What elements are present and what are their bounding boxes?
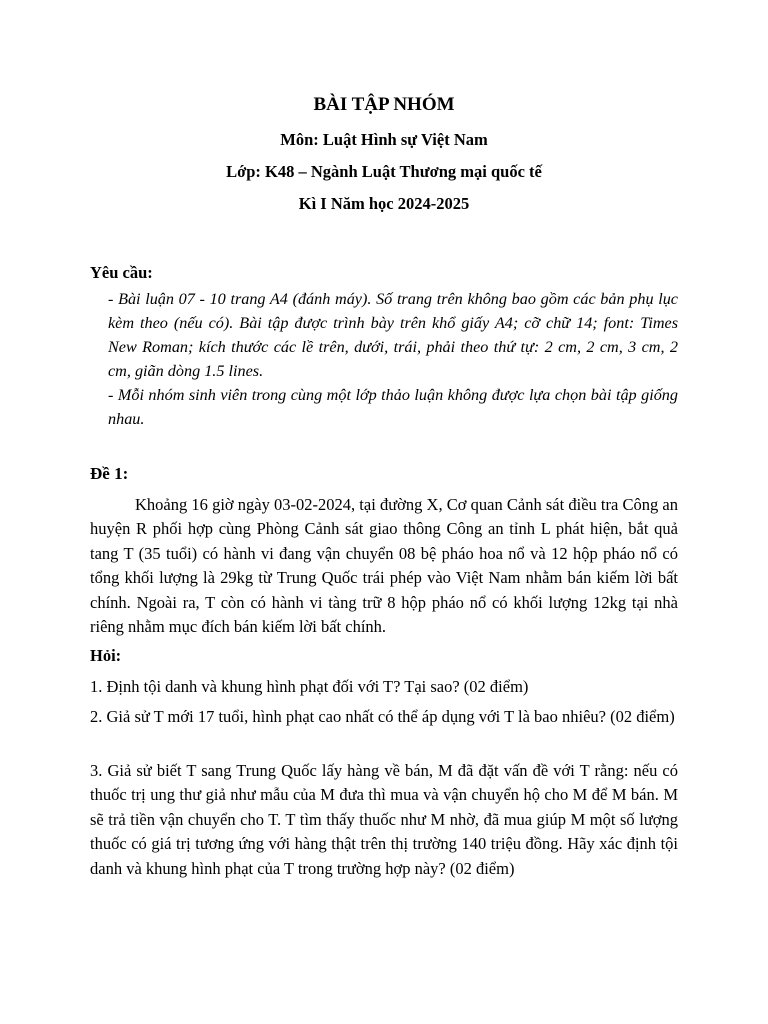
case-description: Khoảng 16 giờ ngày 03-02-2024, tại đường X, Cơ quan Cảnh sát điều tra Công an huyện R phối hợp cùng Phòng Cảnh sát giao thông Công an tỉnh L phát hiện, bắt quả tang T (35 tuổi) có hành vi đang vận chuyển 08 bệ pháo hoa nổ và 12 hộp pháo nổ có tổng khối lượng là 29kg từ Trung Quốc trái phép vào Việt Nam nhằm bán kiếm lời bất chính. Ngoài ra, T còn có hành vi tàng trữ 8 hộp pháo nổ có khối lượng 12kg tại nhà riêng nhằm mục đích bán kiếm lời bất chính. [90, 495, 678, 637]
question-1: 1. Định tội danh và khung hình phạt đối với T? Tại sao? (02 điểm) [90, 677, 529, 696]
requirement-item: - Bài luận 07 - 10 trang A4 (đánh máy). Số trang trên không bao gồm các bản phụ lục kèm theo (nếu có). Bài tập được trình bày trên khổ giấy A4; cỡ chữ 14; font: Times New Roman; kích thước các lề trên, dưới, trái, phải theo thứ tự: 2 cm, 2 cm, 3 cm, 2 cm, giãn dòng 1.5 lines. [108, 290, 678, 380]
requirements-list [108, 287, 678, 431]
question-2: 2. Giả sử T mới 17 tuổi, hình phạt cao nhất có thể áp dụng với T là bao nhiêu? (02 điểm) [90, 707, 675, 726]
exercise-heading: Đề 1: [90, 464, 129, 483]
question-3: 3. Giả sử biết T sang Trung Quốc lấy hàng về bán, M đã đặt vấn đề với T rằng: nếu có thuốc trị ung thư giả như mẫu của M đưa thì mua và vận chuyển hộ cho M để M bán. M sẽ trả tiền vận chuyển cho T. T tìm thấy thuốc như M nhờ, đã mua giúp M một số lượng thuốc có giá trị tương ứng với hàng thật trên thị trường 140 triệu đồng. Hãy xác định tội danh và khung hình phạt của T trong trường hợp này? (02 điểm) [90, 761, 678, 878]
requirements-heading: Yêu cầu: [90, 263, 153, 282]
requirement-item: - Mỗi nhóm sinh viên trong cùng một lớp thảo luận không được lựa chọn bài tập giống nhau. [108, 386, 678, 428]
questions-heading: Hỏi: [90, 646, 122, 665]
subject-line: Môn: Luật Hình sự Việt Nam [280, 130, 488, 149]
document-title: BÀI TẬP NHÓM [313, 94, 455, 115]
class-line: Lớp: K48 – Ngành Luật Thương mại quốc tế [226, 162, 542, 181]
term-line: Kì I Năm học 2024-2025 [298, 194, 470, 213]
